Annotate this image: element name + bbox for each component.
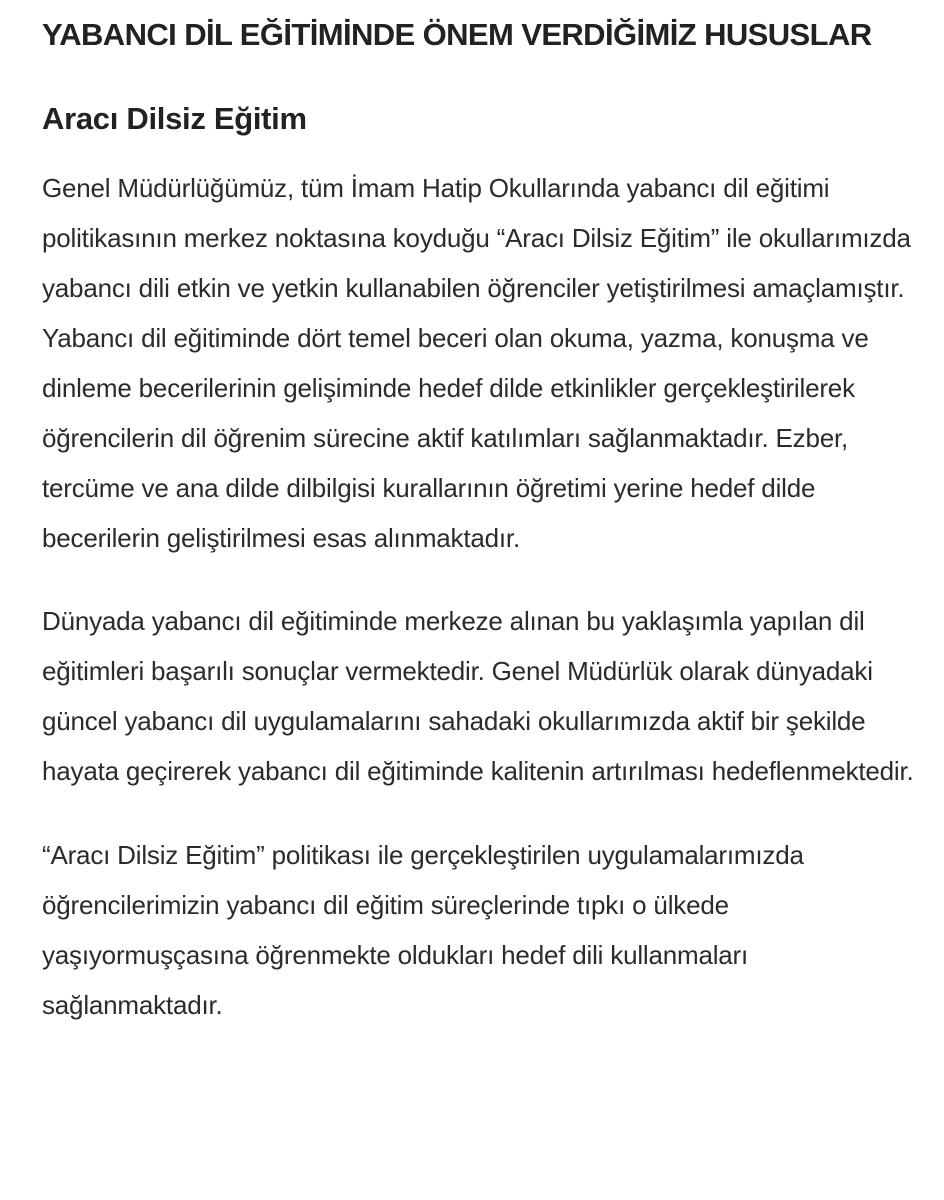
paragraph-intro: Genel Müdürlüğümüz, tüm İmam Hatip Okullarında yabancı dil eğitimi politikasının merkez noktasına koyduğu “Aracı Dilsiz Eğitim” ile okullarımızda yabancı dili etkin ve yetkin kullanabilen öğrenciler yetiştirilmesi amaçlamıştır. Yabancı dil eğitiminde dört temel beceri olan okuma, yazma, konuşma ve dinleme becerilerinin gelişiminde hedef dilde etkinlikler gerçekleştirilerek öğrencilerin dil öğrenim sürecine aktif katılımları sağlanmaktadır. Ezber, tercüme ve ana dilde dilbilgisi kurallarının öğretimi yerine hedef dilde becerilerin geliştirilmesi esas alınmaktadır.: [42, 173, 911, 553]
paragraph-policy: “Aracı Dilsiz Eğitim” politikası ile gerçekleştirilen uygulamalarımızda öğrencilerimizin yabancı dil eğitim süreçlerinde tıpkı o ülkede yaşıyormuşçasına öğrenmekte oldukları hedef dili kullanmaları sağlanmaktadır.: [42, 840, 804, 1020]
paragraph-approach: Dünyada yabancı dil eğitiminde merkeze alınan bu yaklaşımla yapılan dil eğitimleri başarılı sonuçlar vermektedir. Genel Müdürlük olarak dünyadaki güncel yabancı dil uygulamalarını sahadaki okullarımızda aktif bir şekilde hayata geçirerek yabancı dil eğitiminde kalitenin artırılması hedeflenmektedir.: [42, 606, 914, 786]
article: [42, 0, 922, 1030]
section-heading: Aracı Dilsiz Eğitim: [42, 101, 307, 136]
page-title: YABANCI DİL EĞİTİMİNDE ÖNEM VERDİĞİMİZ HUSUSLAR: [42, 17, 872, 52]
